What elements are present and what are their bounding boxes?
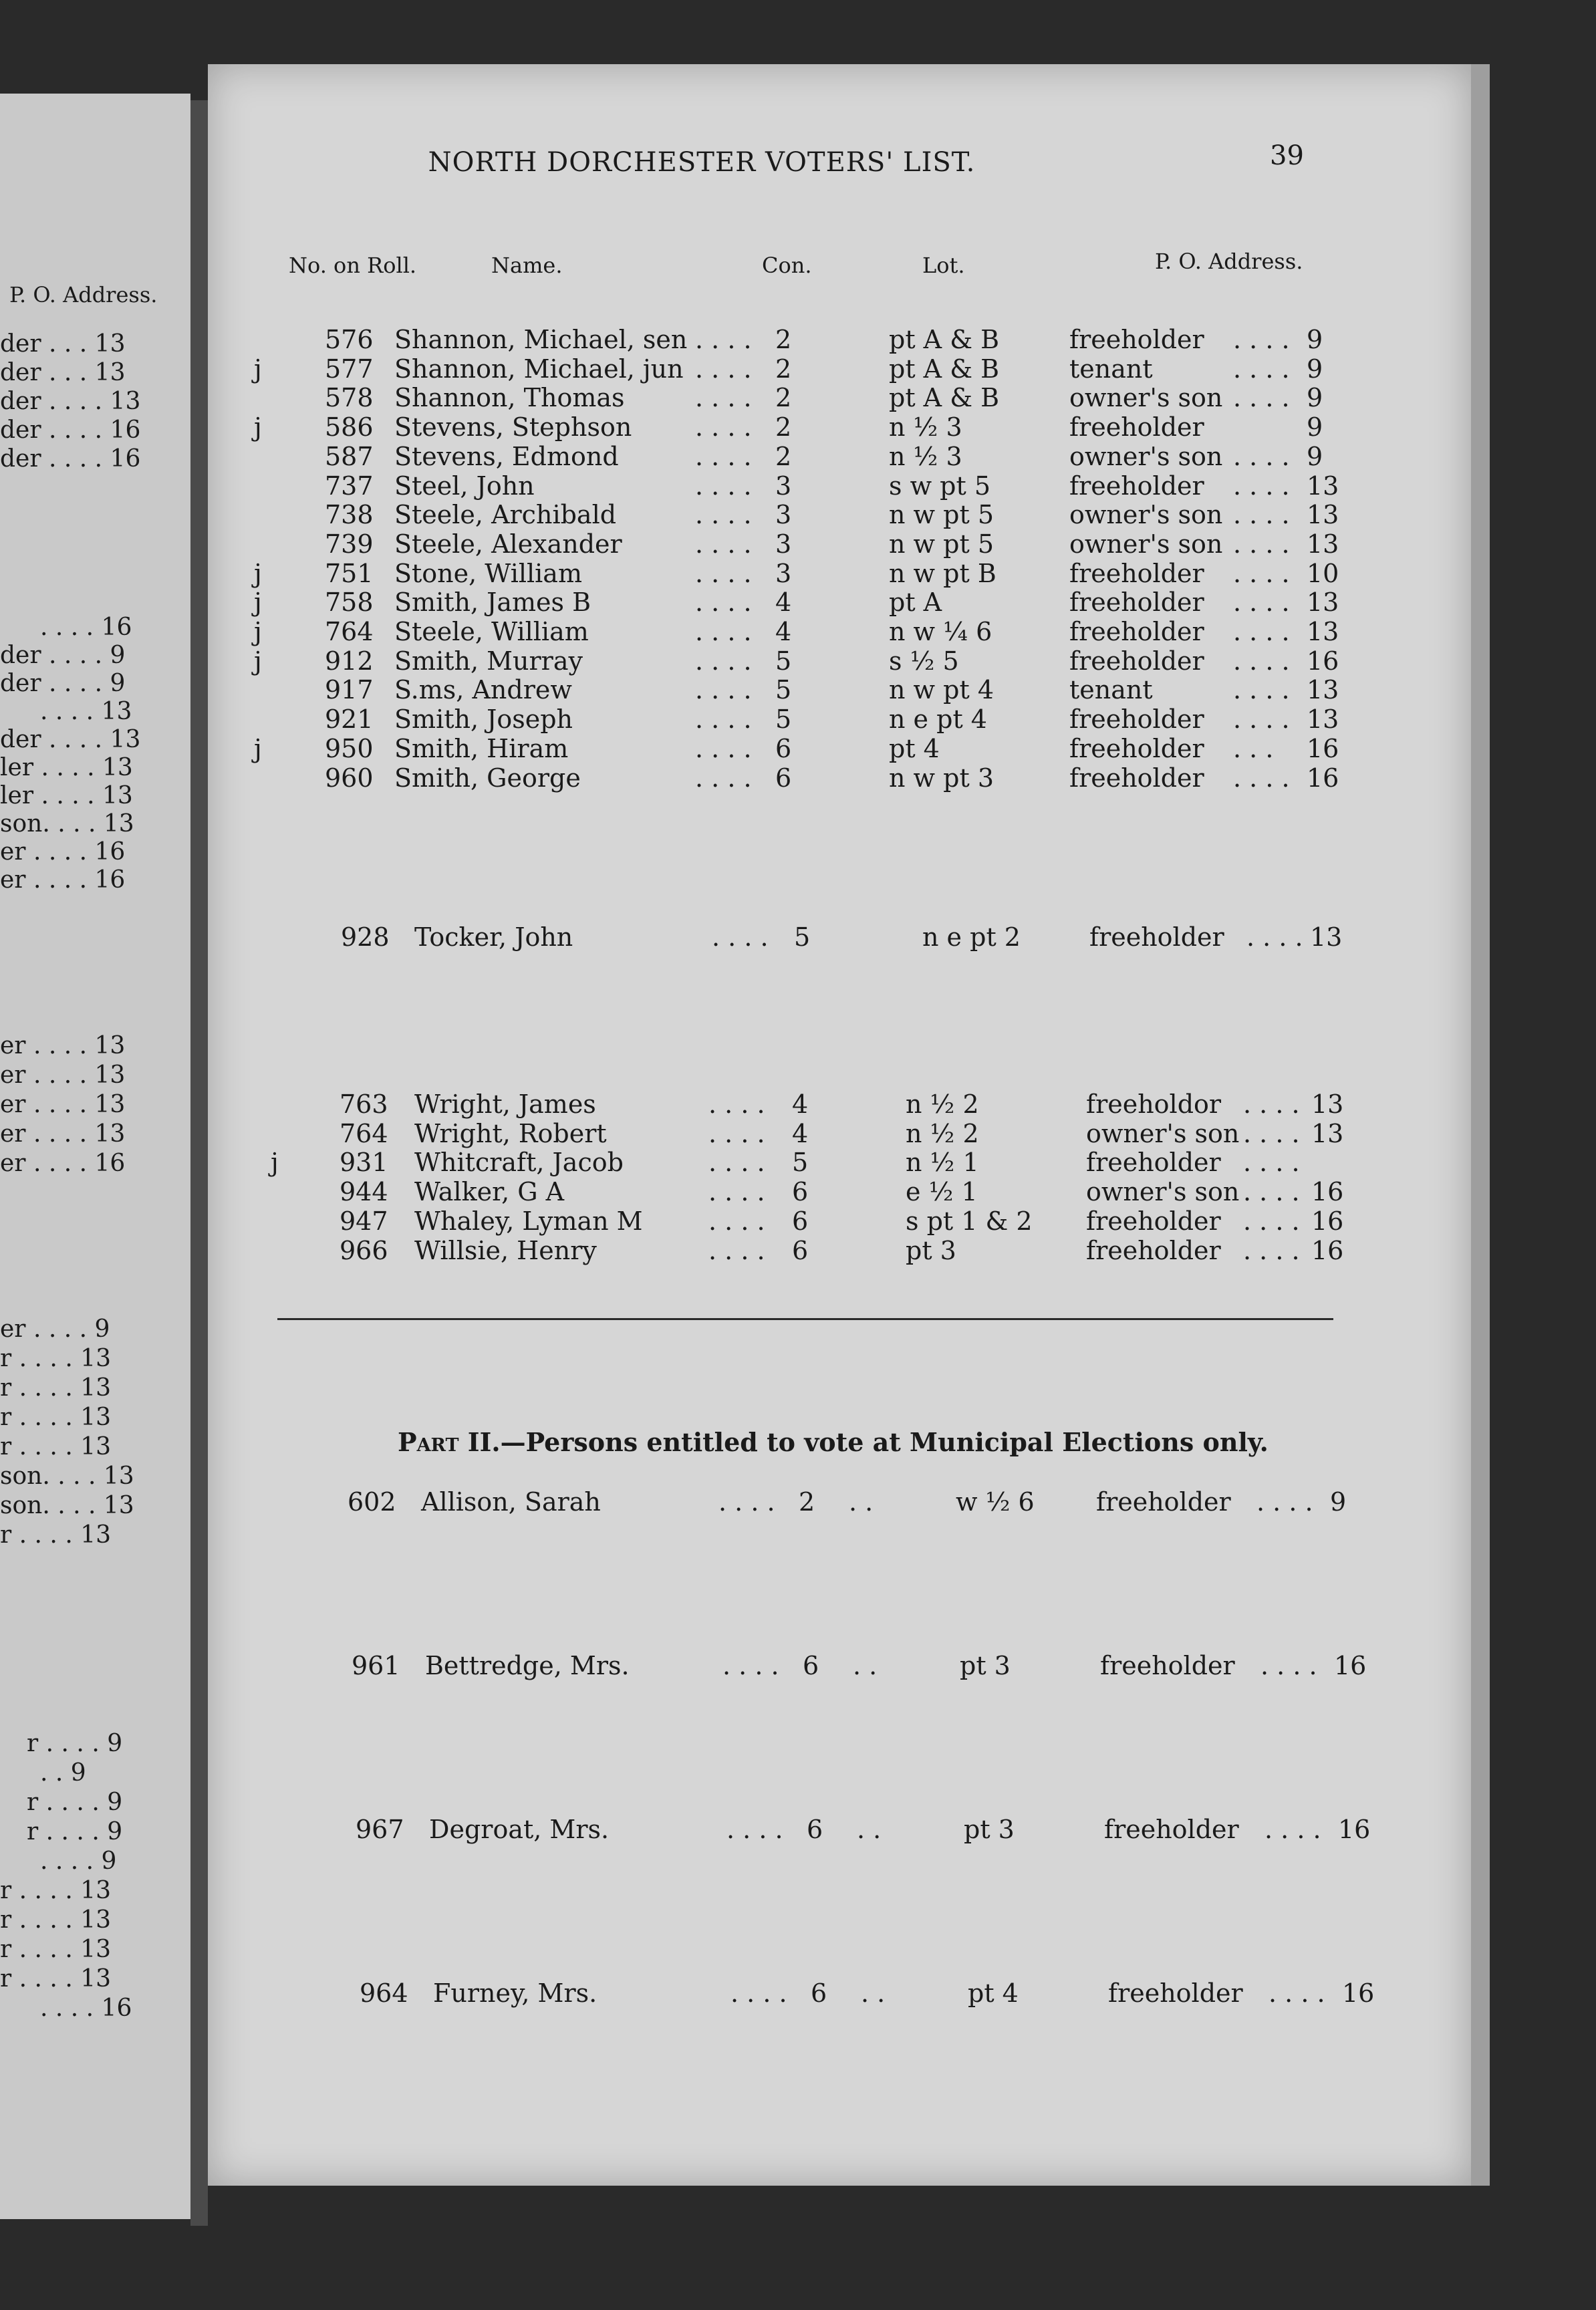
cell-mark: j [254, 354, 262, 384]
cell-lot: n e pt 4 [889, 704, 987, 735]
cell-dots2: . . . . [1233, 763, 1290, 793]
cell-dots2: . . . . [1260, 1651, 1317, 1680]
cell-name: Shannon, Michael, sen [394, 325, 688, 354]
cell-con: 2 [775, 325, 792, 354]
cell-dots2: . . . . [1233, 529, 1290, 559]
left-page-row: der . . . . 9 [0, 642, 126, 669]
cell-po: 16 [1311, 1206, 1344, 1236]
left-page-row: er . . . . 13 [0, 1091, 126, 1118]
cell-sep: . . [853, 1651, 878, 1680]
cell-status: freeholder [1104, 1815, 1239, 1844]
cell-status: freeholder [1086, 1148, 1221, 1178]
left-page-row: . . . . 16 [40, 614, 132, 641]
cell-dots: . . . . [718, 1487, 775, 1517]
cell-name: Wright, James [414, 1089, 596, 1119]
left-page-row: der . . . . 13 [0, 726, 141, 753]
cell-status: owner's son [1069, 383, 1223, 413]
cell-status: freeholder [1069, 558, 1204, 588]
cell-lot: e ½ 1 [906, 1177, 978, 1207]
cell-po: 10 [1307, 558, 1339, 588]
cell-dots: . . . . [708, 1206, 765, 1236]
left-page-row: r . . . . 13 [0, 1906, 112, 1934]
cell-lot: n ½ 2 [906, 1118, 979, 1148]
cell-name: Allison, Sarah [421, 1487, 601, 1517]
cell-dots2: . . . . [1243, 1206, 1300, 1236]
cell-dots: . . . . [695, 529, 752, 559]
cell-dots2: . . . [1233, 733, 1274, 763]
cell-po: 13 [1307, 617, 1339, 646]
cell-po: 9 [1307, 325, 1323, 354]
cell-dots: . . . . [712, 922, 769, 952]
cell-no: 758 [325, 588, 374, 618]
cell-po: 13 [1307, 675, 1339, 705]
column-header-no-on-roll: No. on Roll. [289, 253, 417, 278]
cell-no: 921 [325, 704, 374, 735]
cell-lot: pt A & B [889, 383, 1000, 413]
cell-dots: . . . . [695, 500, 752, 530]
cell-status: owner's son [1069, 500, 1223, 530]
cell-no: 964 [360, 1978, 408, 2008]
cell-dots: . . . . [695, 617, 752, 646]
cell-mark: j [271, 1148, 279, 1178]
cell-status: owner's son [1069, 529, 1223, 559]
cell-no: 931 [340, 1148, 388, 1178]
cell-dots: . . . . [695, 588, 752, 618]
cell-lot: n w pt 5 [889, 500, 994, 530]
cell-dots2: . . . . [1243, 1177, 1300, 1207]
left-page-row: . . . . 13 [40, 698, 132, 725]
cell-status: freeholder [1069, 325, 1204, 354]
cell-name: Smith, Hiram [394, 733, 569, 763]
section-divider [277, 1318, 1333, 1320]
cell-dots2: . . . . [1233, 704, 1290, 735]
cell-dots2: . . . . [1233, 500, 1290, 530]
cell-status: freeholder [1069, 588, 1204, 618]
cell-po: 9 [1307, 441, 1323, 471]
cell-con: 2 [799, 1487, 815, 1517]
cell-name: Smith, James B [394, 588, 591, 618]
cell-dots: . . . . [695, 763, 752, 793]
cell-status: freeholder [1069, 617, 1204, 646]
page-number: 39 [1270, 140, 1304, 171]
cell-name: Furney, Mrs. [433, 1978, 597, 2008]
cell-no: 950 [325, 733, 374, 763]
cell-dots: . . . . [708, 1089, 765, 1119]
cell-no: 928 [341, 922, 390, 952]
cell-dots2: . . . . [1233, 646, 1290, 676]
left-page-row: ler . . . . 13 [0, 754, 133, 781]
cell-con: 5 [775, 675, 792, 705]
cell-lot: pt 4 [889, 733, 940, 763]
cell-mark: j [254, 733, 262, 763]
cell-name: Smith, George [394, 763, 581, 793]
cell-po: 13 [1307, 471, 1339, 501]
cell-name: Bettredge, Mrs. [425, 1651, 630, 1680]
cell-name: Smith, Joseph [394, 704, 573, 735]
cell-lot: n ½ 3 [889, 441, 962, 471]
cell-dots: . . . . [722, 1651, 779, 1680]
cell-dots2: . . . . [1233, 354, 1290, 384]
cell-status: freeholder [1100, 1651, 1235, 1680]
cell-dots: . . . . [708, 1177, 765, 1207]
cell-no: 947 [340, 1206, 388, 1236]
column-header-con: Con. [762, 253, 812, 278]
cell-dots2: . . . . [1243, 1235, 1300, 1265]
cell-po: 16 [1311, 1177, 1344, 1207]
cell-po: 16 [1307, 646, 1339, 676]
book-gutter [190, 100, 208, 2226]
cell-status: freeholder [1089, 922, 1224, 952]
cell-dots2: . . . . [1269, 1978, 1325, 2008]
left-page-row: r . . . . 13 [0, 1345, 112, 1372]
cell-name: Whaley, Lyman M [414, 1206, 643, 1236]
cell-dots: . . . . [695, 412, 752, 442]
cell-con: 3 [775, 471, 792, 501]
cell-con: 5 [794, 922, 811, 952]
cell-dots2: . . . . [1265, 1815, 1321, 1844]
cell-lot: pt A & B [889, 354, 1000, 384]
column-header-name: Name. [491, 253, 563, 278]
cell-lot: n w pt 3 [889, 763, 994, 793]
left-page-row: er . . . . 9 [0, 1315, 110, 1343]
cell-con: 5 [792, 1148, 809, 1178]
cell-no: 586 [325, 412, 374, 442]
cell-dots: . . . . [708, 1235, 765, 1265]
cell-name: Stone, William [394, 558, 582, 588]
cell-status: freeholder [1069, 646, 1204, 676]
cell-po: 13 [1311, 1089, 1344, 1119]
cell-mark: j [254, 412, 262, 442]
cell-status: freeholder [1086, 1206, 1221, 1236]
cell-status: freeholder [1069, 763, 1204, 793]
cell-dots2: . . . . [1233, 617, 1290, 646]
cell-dots: . . . . [695, 471, 752, 501]
cell-dots2: . . . . [1233, 675, 1290, 705]
cell-lot: n w pt 5 [889, 529, 994, 559]
cell-sep: . . [861, 1978, 886, 2008]
cell-dots: . . . . [708, 1118, 765, 1148]
cell-lot: pt 4 [968, 1978, 1019, 2008]
cell-sep: . . [849, 1487, 874, 1517]
cell-no: 602 [348, 1487, 396, 1517]
cell-dots: . . . . [695, 441, 752, 471]
cell-name: Walker, G A [414, 1177, 565, 1207]
cell-dots: . . . . [730, 1978, 787, 2008]
cell-no: 917 [325, 675, 374, 705]
column-header-lot: Lot. [922, 253, 965, 278]
left-page-row: son. . . . 13 [0, 810, 134, 838]
cell-dots2: . . . . [1243, 1148, 1300, 1178]
cell-dots2: . . . . [1233, 325, 1290, 354]
left-page-row: . . . . 16 [40, 1995, 132, 2022]
cell-po: 9 [1307, 412, 1323, 442]
column-header-po-address: P. O. Address. [1155, 249, 1303, 274]
cell-dots: . . . . [695, 558, 752, 588]
cell-no: 751 [325, 558, 374, 588]
cell-lot: n ½ 2 [906, 1089, 979, 1119]
cell-dots: . . . . [695, 383, 752, 413]
cell-dots: . . . . [695, 704, 752, 735]
cell-dots: . . . . [695, 325, 752, 354]
cell-name: Steele, Alexander [394, 529, 622, 559]
cell-name: Whitcraft, Jacob [414, 1148, 624, 1178]
cell-name: Shannon, Michael, jun [394, 354, 684, 384]
cell-mark: j [254, 558, 262, 588]
cell-con: 6 [792, 1206, 809, 1236]
cell-status: owner's son [1069, 441, 1223, 471]
cell-lot: n e pt 2 [922, 922, 1021, 952]
cell-po: 13 [1310, 922, 1343, 952]
cell-status: owner's son [1086, 1177, 1240, 1207]
cell-con: 3 [775, 558, 792, 588]
cell-lot: pt 3 [960, 1651, 1011, 1680]
cell-po: 13 [1307, 529, 1339, 559]
cell-no: 737 [325, 471, 374, 501]
cell-no: 738 [325, 500, 374, 530]
cell-name: Stevens, Edmond [394, 441, 619, 471]
left-page-row: er . . . . 13 [0, 1032, 126, 1059]
cell-no: 577 [325, 354, 374, 384]
cell-po: 13 [1311, 1118, 1344, 1148]
cell-con: 2 [775, 354, 792, 384]
cell-name: Tocker, John [414, 922, 573, 952]
cell-po: 16 [1342, 1978, 1375, 2008]
left-page-row: son. . . . 13 [0, 1462, 134, 1490]
cell-dots2: . . . . [1243, 1089, 1300, 1119]
cell-status: freeholdor [1086, 1089, 1222, 1119]
left-page-row: der . . . . 16 [0, 416, 141, 444]
cell-dots2: . . . . [1233, 471, 1290, 501]
cell-status: freeholder [1096, 1487, 1231, 1517]
cell-no: 966 [340, 1235, 388, 1265]
cell-no: 764 [340, 1118, 388, 1148]
cell-lot: n w pt 4 [889, 675, 994, 705]
left-page-row: der . . . 13 [0, 330, 126, 358]
left-page-row: er . . . . 16 [0, 1150, 126, 1177]
cell-con: 2 [775, 412, 792, 442]
cell-lot: n ½ 1 [906, 1148, 979, 1178]
cell-dots: . . . . [695, 646, 752, 676]
cell-name: Steele, Archibald [394, 500, 617, 530]
left-page-row: r . . . . 13 [0, 1965, 112, 1993]
cell-no: 967 [356, 1815, 404, 1844]
cell-lot: pt 3 [906, 1235, 956, 1265]
cell-name: Stevens, Stephson [394, 412, 632, 442]
left-page-row: ler . . . . 13 [0, 782, 133, 809]
cell-con: 5 [775, 704, 792, 735]
cell-mark: j [254, 646, 262, 676]
cell-po: 13 [1307, 704, 1339, 735]
cell-status: freeholder [1069, 471, 1204, 501]
left-page-row: son. . . . 13 [0, 1492, 134, 1519]
cell-no: 763 [340, 1089, 388, 1119]
cell-name: Degroat, Mrs. [429, 1815, 610, 1844]
cell-dots2: . . . . [1246, 922, 1303, 952]
cell-lot: s pt 1 & 2 [906, 1206, 1033, 1236]
left-page-row: r . . . . 13 [0, 1877, 112, 1904]
left-page-header: P. O. Address. [9, 282, 158, 307]
cell-po: 16 [1307, 763, 1339, 793]
cell-con: 3 [775, 529, 792, 559]
cell-name: Steel, John [394, 471, 535, 501]
cell-po: 13 [1307, 588, 1339, 618]
cell-con: 6 [803, 1651, 819, 1680]
cell-no: 576 [325, 325, 374, 354]
cell-status: freeholder [1108, 1978, 1243, 2008]
cell-dots: . . . . [695, 733, 752, 763]
left-page-row: r . . . . 13 [0, 1404, 112, 1431]
cell-con: 6 [792, 1177, 809, 1207]
cell-lot: n ½ 3 [889, 412, 962, 442]
cell-name: Smith, Murray [394, 646, 583, 676]
left-page-row: r . . . . 13 [0, 1374, 112, 1402]
left-page-row: der . . . . 9 [0, 670, 126, 697]
cell-no: 764 [325, 617, 374, 646]
cell-name: Wright, Robert [414, 1118, 607, 1148]
cell-lot: n w pt B [889, 558, 996, 588]
cell-con: 6 [811, 1978, 827, 2008]
cell-dots: . . . . [708, 1148, 765, 1178]
cell-name: Shannon, Thomas [394, 383, 625, 413]
cell-status: freeholder [1069, 733, 1204, 763]
cell-con: 4 [792, 1118, 809, 1148]
cell-status: freeholder [1086, 1235, 1221, 1265]
cell-lot: pt 3 [964, 1815, 1015, 1844]
left-page-row: der . . . 13 [0, 359, 126, 386]
part2-heading [398, 1427, 1269, 1457]
cell-con: 3 [775, 500, 792, 530]
cell-con: 6 [792, 1235, 809, 1265]
cell-con: 6 [807, 1815, 823, 1844]
left-page-row: . . . . 9 [40, 1847, 117, 1875]
cell-name: Willsie, Henry [414, 1235, 597, 1265]
left-page-row: r . . . . 9 [27, 1818, 123, 1845]
left-page-row: der . . . . 13 [0, 388, 141, 415]
cell-no: 960 [325, 763, 374, 793]
cell-no: 578 [325, 383, 374, 413]
cell-con: 4 [792, 1089, 809, 1119]
cell-po: 16 [1307, 733, 1339, 763]
cell-dots2: . . . . [1256, 1487, 1313, 1517]
cell-con: 2 [775, 383, 792, 413]
cell-con: 6 [775, 763, 792, 793]
cell-dots: . . . . [726, 1815, 783, 1844]
part2-heading-lead: Part II. [398, 1427, 501, 1457]
cell-status: tenant [1069, 675, 1153, 705]
cell-lot: w ½ 6 [956, 1487, 1035, 1517]
cell-name: Steele, William [394, 617, 589, 646]
left-page-row: r . . . . 13 [0, 1936, 112, 1963]
left-page-row: der . . . . 16 [0, 445, 141, 473]
cell-po: 9 [1307, 383, 1323, 413]
cell-po: 16 [1311, 1235, 1344, 1265]
cell-po: 9 [1330, 1487, 1347, 1517]
cell-name: S.ms, Andrew [394, 675, 572, 705]
part2-heading-text: —Persons entitled to vote at Municipal Elections only. [500, 1427, 1269, 1457]
cell-dots: . . . . [695, 354, 752, 384]
cell-lot: s w pt 5 [889, 471, 991, 501]
left-page-row: r . . . . 13 [0, 1433, 112, 1460]
left-page-row: r . . . . 9 [27, 1789, 123, 1816]
cell-no: 739 [325, 529, 374, 559]
cell-dots2: . . . . [1233, 588, 1290, 618]
cell-status: freeholder [1069, 704, 1204, 735]
cell-dots2: . . . . [1243, 1118, 1300, 1148]
cell-con: 5 [775, 646, 792, 676]
cell-con: 4 [775, 617, 792, 646]
cell-status: tenant [1069, 354, 1153, 384]
cell-mark: j [254, 617, 262, 646]
cell-con: 4 [775, 588, 792, 618]
cell-lot: pt A [889, 588, 942, 618]
left-page-row: r . . . . 9 [27, 1730, 123, 1757]
cell-lot: pt A & B [889, 325, 1000, 354]
cell-po: 16 [1334, 1651, 1367, 1680]
left-page-row: . . 9 [40, 1759, 86, 1787]
cell-po: 13 [1307, 500, 1339, 530]
cell-lot: n w ¼ 6 [889, 617, 992, 646]
left-page-row: er . . . . 16 [0, 838, 126, 866]
page-title: NORTH DORCHESTER VOTERS' LIST. [428, 147, 976, 178]
cell-no: 912 [325, 646, 374, 676]
page-edge [1471, 64, 1490, 2186]
cell-con: 2 [775, 441, 792, 471]
cell-con: 6 [775, 733, 792, 763]
cell-dots2: . . . . [1233, 558, 1290, 588]
left-page-row: r . . . . 13 [0, 1521, 112, 1549]
cell-sep: . . [857, 1815, 882, 1844]
cell-dots2: . . . . [1233, 441, 1290, 471]
left-page-row: er . . . . 13 [0, 1061, 126, 1089]
left-page-row: er . . . . 13 [0, 1120, 126, 1148]
cell-status: freeholder [1069, 412, 1204, 442]
cell-no: 961 [352, 1651, 400, 1680]
cell-no: 944 [340, 1177, 388, 1207]
left-page-row: er . . . . 16 [0, 866, 126, 894]
cell-dots2: . . . . [1233, 383, 1290, 413]
cell-lot: s ½ 5 [889, 646, 959, 676]
cell-dots: . . . . [695, 675, 752, 705]
cell-po: 16 [1338, 1815, 1371, 1844]
cell-no: 587 [325, 441, 374, 471]
cell-status: owner's son [1086, 1118, 1240, 1148]
cell-po: 9 [1307, 354, 1323, 384]
left-page-fragment [0, 94, 190, 2219]
cell-mark: j [254, 588, 262, 618]
